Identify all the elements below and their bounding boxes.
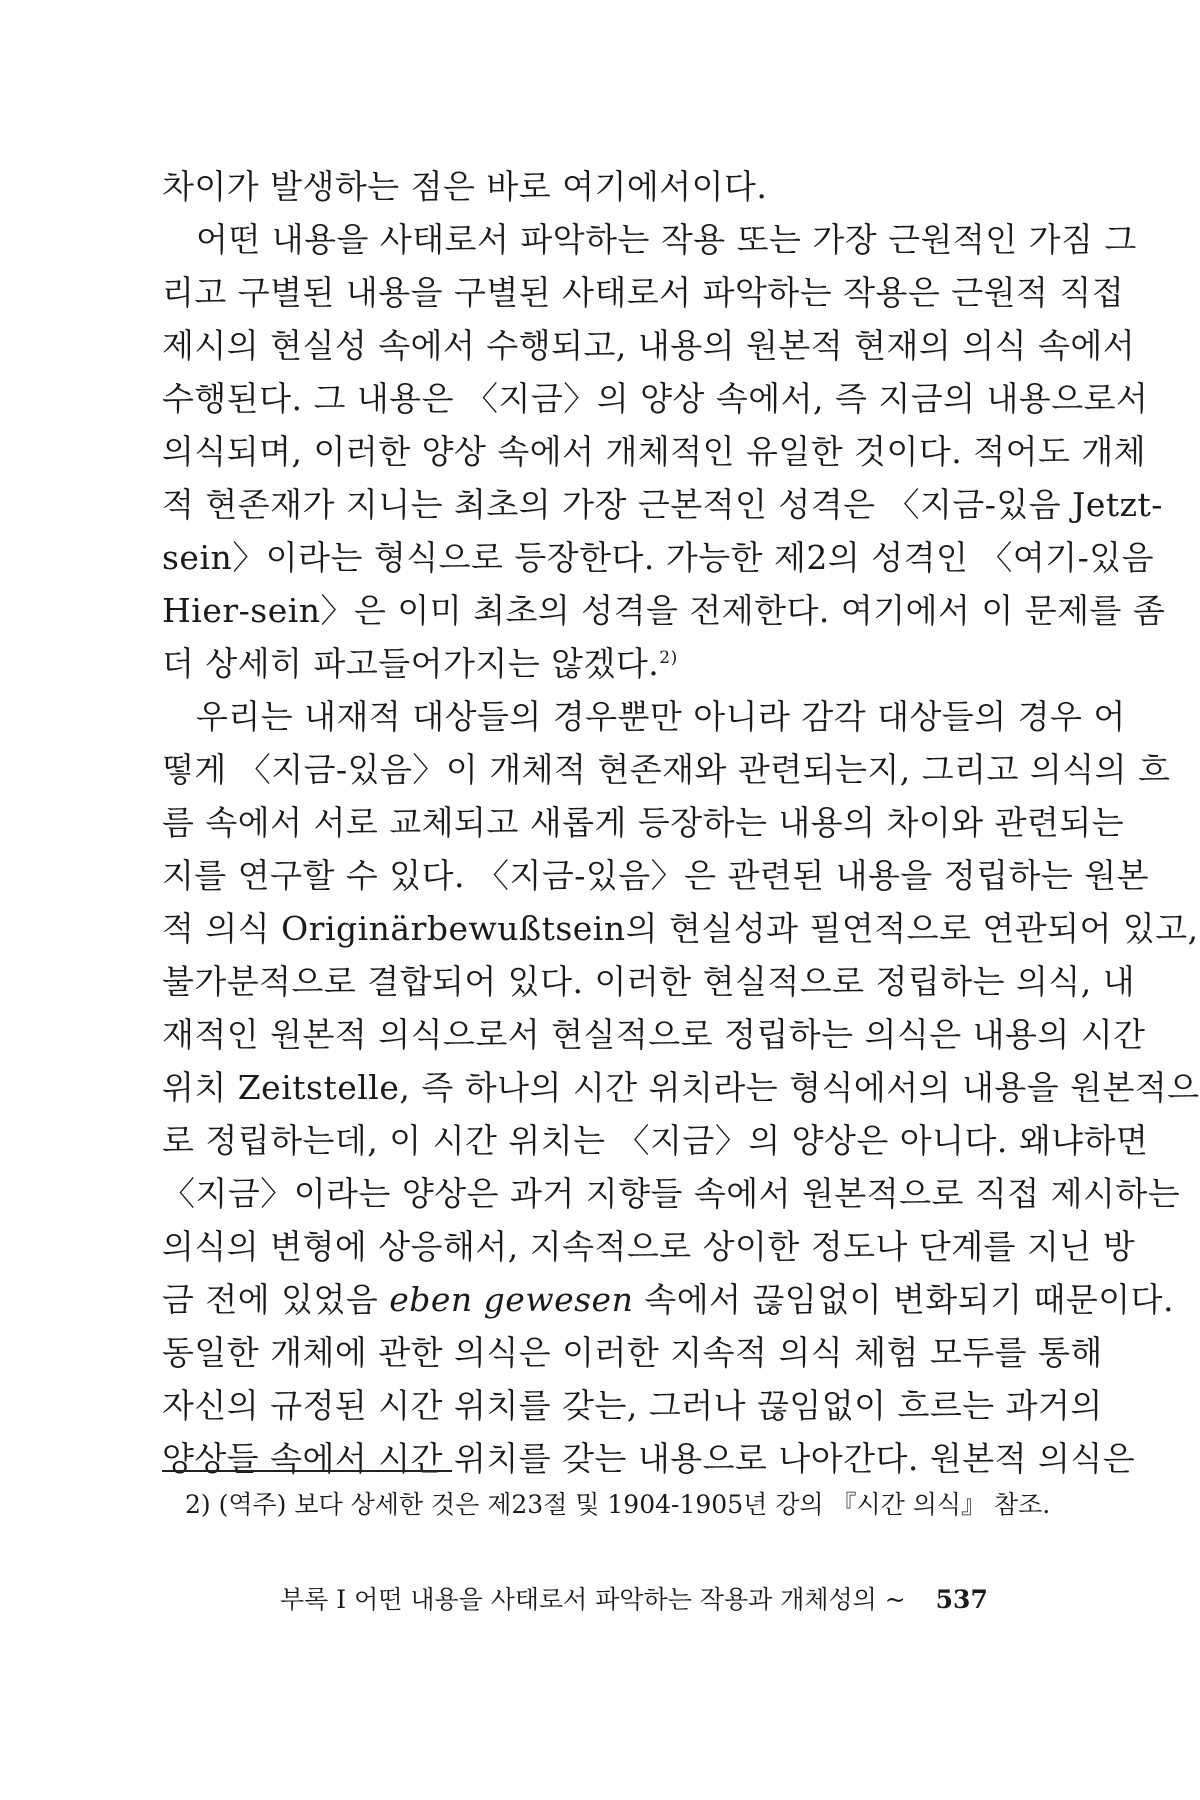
text-line: 제시의 현실성 속에서 수행되고, 내용의 원본적 현재의 의식 속에서: [162, 326, 1136, 365]
text-line-end: 속에서 끊임없이 변화되기 때문이다.: [633, 1280, 1174, 1319]
footnote-reference: 2): [659, 648, 678, 668]
footnote: 2) (역주) 보다 상세한 것은 제23절 및 1904-1905년 강의 『시간 의식』 참조.: [185, 1490, 1051, 1519]
text-line: 〈지금〉이라는 양상은 과거 지향들 속에서 원본적으로 직접 제시하는: [162, 1174, 1181, 1213]
text-line: 리고 구별된 내용을 구별된 사태로서 파악하는 작용은 근원적 직접: [162, 273, 1125, 312]
text-line: 로 정립하는데, 이 시간 위치는 〈지금〉의 양상은 아니다. 왜냐하면: [162, 1121, 1149, 1160]
text-line: 수행된다. 그 내용은 〈지금〉의 양상 속에서, 즉 지금의 내용으로서: [162, 379, 1149, 418]
footer-title: 부록 I 어떤 내용을 사태로서 파악하는 작용과 개체성의 ~: [280, 1585, 906, 1614]
text-line: 양상들 속에서 시간 위치를 갖는 내용으로 나아간다. 원본적 의식은: [162, 1439, 1136, 1478]
text-line: 적 현존재가 지니는 최초의 가장 근본적인 성격은 〈지금-있음 Jetzt-: [162, 485, 1163, 524]
text-line: 재적인 원본적 의식으로서 현실적으로 정립하는 의식은 내용의 시간: [162, 1015, 1146, 1054]
text-line: 적 의식 Originärbewußtsein의 현실성과 필연적으로 연관되어 있고,: [162, 909, 1199, 948]
text-line: 위치 Zeitstelle, 즉 하나의 시간 위치라는 형식에서의 내용을 원본적으: [162, 1068, 1200, 1107]
text-line: Hier-sein〉은 이미 최초의 성격을 전제한다. 여기에서 이 문제를 좀: [162, 591, 1166, 630]
page-number: 537: [935, 1585, 988, 1614]
text-line: 불가분적으로 결합되어 있다. 이러한 현실적으로 정립하는 의식, 내: [162, 962, 1136, 1001]
text-line: 차이가 발생하는 점은 바로 여기에서이다.: [162, 167, 768, 206]
text-line-start: 금 전에 있었음: [162, 1280, 379, 1319]
body-text: [162, 160, 1200, 1485]
text-line-mixed: [162, 1273, 1174, 1326]
text-line: 동일한 개체에 관한 의식은 이러한 지속적 의식 체험 모두를 통해: [162, 1333, 1103, 1372]
text-line: 지를 연구할 수 있다. 〈지금-있음〉은 관련된 내용을 정립하는 원본: [162, 856, 1150, 895]
text-line-with-footnote-ref: [162, 637, 1042, 690]
text-line: 자신의 규정된 시간 위치를 갖는, 그러나 끊임없이 흐르는 과거의: [162, 1386, 1103, 1425]
text-line: 름 속에서 서로 교체되고 새롭게 등장하는 내용의 차이와 관련되는: [162, 803, 1125, 842]
running-footer: [280, 1580, 1040, 1620]
text-line: 우리는 내재적 대상들의 경우뿐만 아니라 감각 대상들의 경우 어: [196, 697, 1126, 736]
text-line: 떻게 〈지금-있음〉이 개체적 현존재와 관련되는지, 그리고 의식의 흐: [162, 750, 1171, 789]
text-line: 더 상세히 파고들어가지는 않겠다.: [162, 644, 660, 683]
text-line: sein〉이라는 형식으로 등장한다. 가능한 제2의 성격인 〈여기-있음: [162, 538, 1155, 577]
italic-german-term: eben gewesen: [389, 1280, 634, 1319]
footnote-divider: [162, 1470, 452, 1472]
text-line: 어떤 내용을 사태로서 파악하는 작용 또는 가장 근원적인 가짐 그: [196, 220, 1137, 259]
text-line: 의식되며, 이러한 양상 속에서 개체적인 유일한 것이다. 적어도 개체: [162, 432, 1147, 471]
text-line: 의식의 변형에 상응해서, 지속적으로 상이한 정도나 단계를 지닌 방: [162, 1227, 1136, 1266]
